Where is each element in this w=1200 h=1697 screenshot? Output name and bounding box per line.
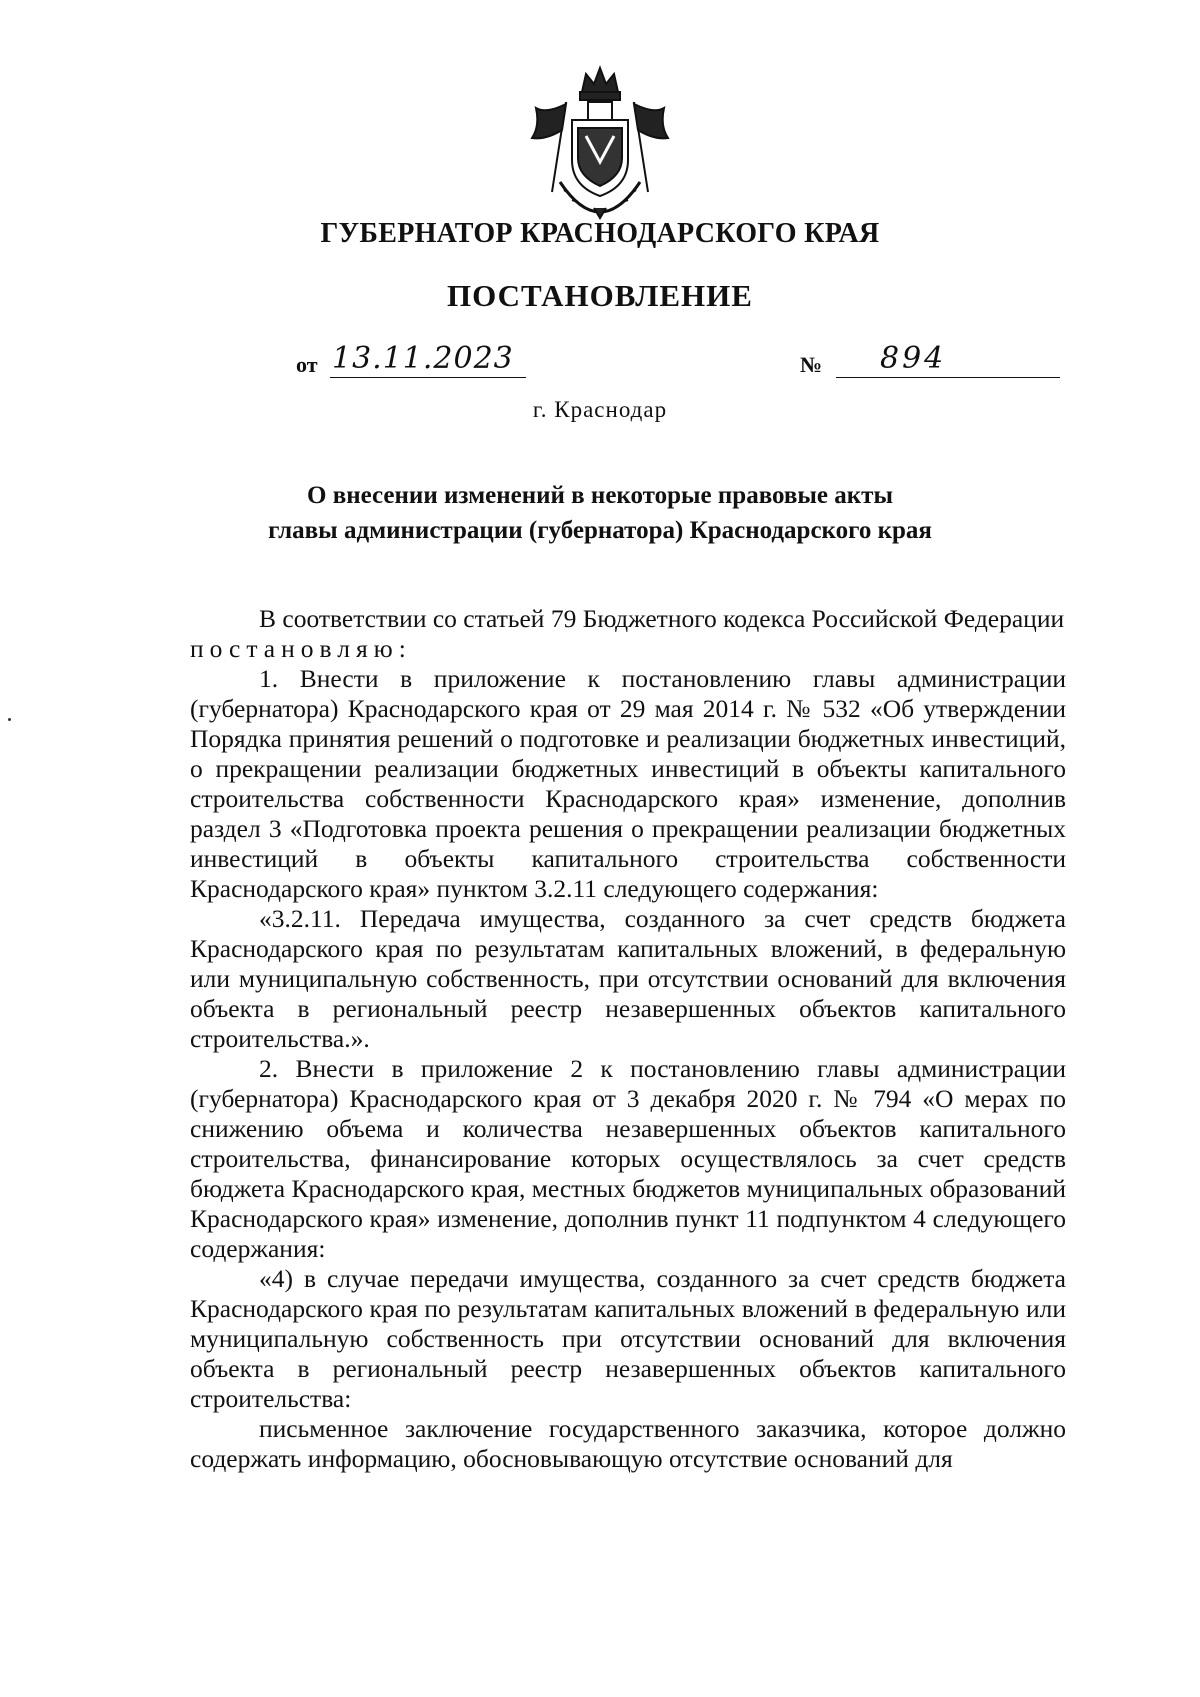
- body-paragraph-continuation: письменное заключение государственного заказчика, которое должно содержать информацию, обосновывающую отсутствие оснований для: [190, 1414, 1066, 1473]
- document-type: ПОСТАНОВЛЕНИЕ: [447, 278, 753, 313]
- body-paragraph-resolve: постановляю:: [190, 634, 412, 663]
- scan-speck: [8, 718, 11, 721]
- title-line-1: О внесении изменений в некоторые правовые акты: [307, 482, 893, 509]
- number-underline: [836, 377, 1060, 378]
- date-value: 13.11.2023: [332, 341, 514, 376]
- title-line-2: главы администрации (губернатора) Краснодарского края: [268, 517, 932, 544]
- number-label: №: [800, 352, 823, 377]
- coat-of-arms-emblem: [520, 62, 680, 222]
- body-paragraph-quote-1: «3.2.11. Передача имущества, созданного за счет средств бюджета Краснодарского края по результатам капитальных вложений, в федеральную или муниципальную собственность, при отсутствии оснований для включения объекта в региональный реестр незавершенных объектов капитального строительства.».: [190, 904, 1066, 1053]
- date-label: от: [296, 352, 318, 377]
- body-paragraph-quote-2: «4) в случае передачи имущества, созданного за счет средств бюджета Краснодарского края по результатам капитальных вложений в федеральную или муниципальную собственность при отсутствии оснований для включения объекта в региональный реестр незавершенных объектов капитального строительства:: [190, 1264, 1066, 1413]
- number-value: 894: [880, 341, 947, 376]
- body-paragraph-item-1: 1. Внести в приложение к постановлению главы администрации (губернатора) Краснодарского края от 29 мая 2014 г. № 532 «Об утверждении Порядка принятия решений о подготовке и реализации бюджетных инвестиций, о прекращении реализации бюджетных инвестиций в объекты капитального строительства собственности Краснодарского края» изменение, дополнив раздел 3 «Подготовка проекта решения о прекращении реализации бюджетных инвестиций в объекты капитального строительства собственности Краснодарского края» пунктом 3.2.11 следующего содержания:: [190, 664, 1066, 903]
- body-paragraph-1: В соответствии со статьей 79 Бюджетного кодекса Российской Федерации: [259, 604, 1065, 633]
- document-body: [190, 604, 1066, 1474]
- date-underline: [330, 377, 526, 378]
- document-title: [0, 478, 1200, 548]
- date-number-row: [296, 341, 1056, 387]
- city: г. Краснодар: [532, 397, 668, 422]
- issuing-authority: ГУБЕРНАТОР КРАСНОДАРСКОГО КРАЯ: [320, 218, 880, 249]
- body-paragraph-item-2: 2. Внести в приложение 2 к постановлению главы администрации (губернатора) Краснодарского края от 3 декабря 2020 г. № 794 «О мерах по снижению объема и количества незавершенных объектов капитального строительства, финансирование которых осуществлялось за счет средств бюджета Краснодарского края, местных бюджетов муниципальных образований Краснодарского края» изменение, дополнив пункт 11 подпунктом 4 следующего содержания:: [190, 1054, 1066, 1263]
